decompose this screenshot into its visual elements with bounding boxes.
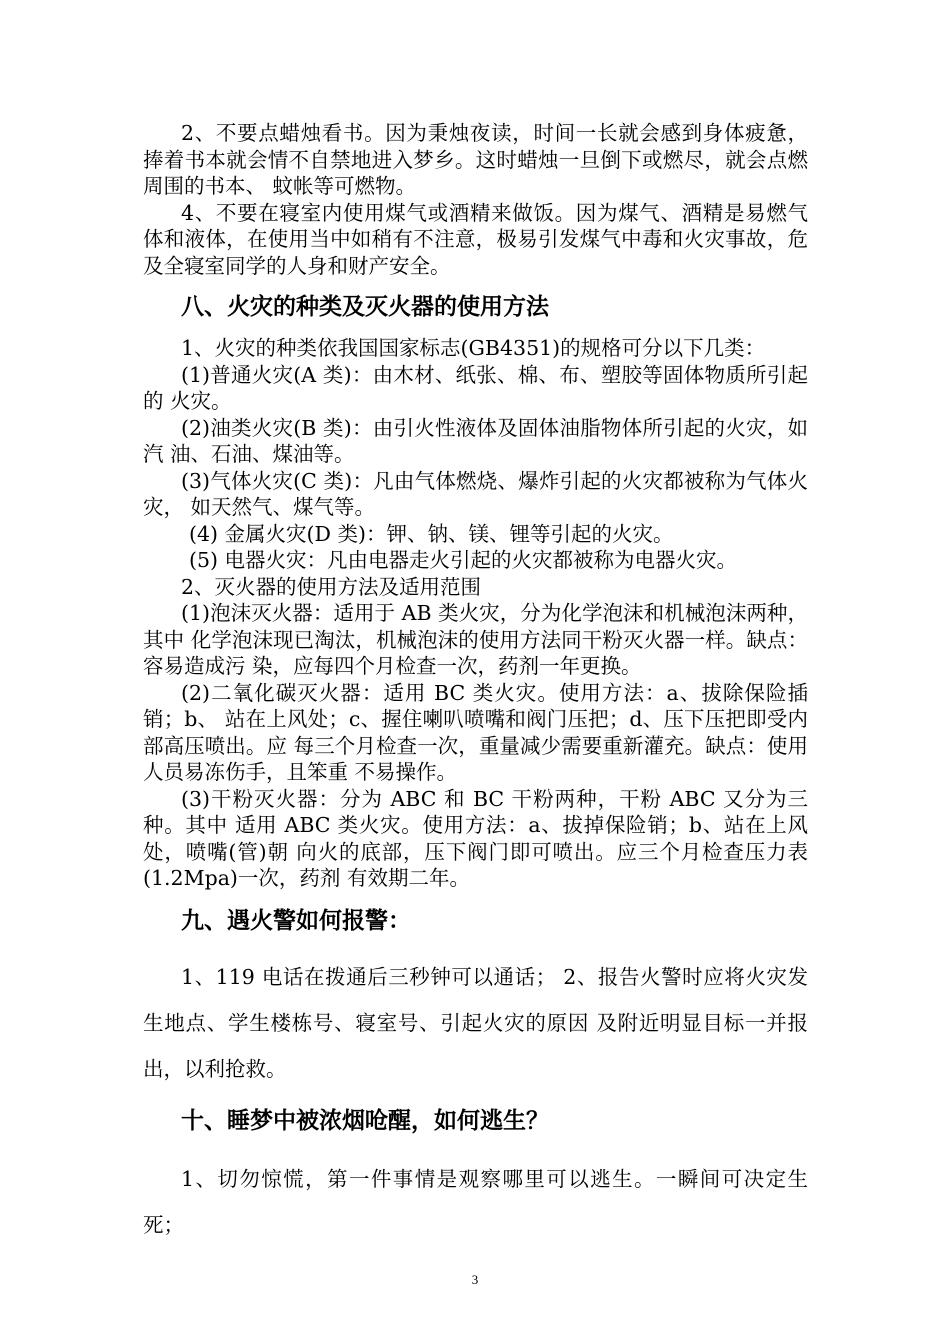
paragraph-co2-extinguisher: (2)二氧化碳灭火器：适用 BC 类火灾。使用方法：a、拔除保险插销；b、 站在上风处；c、握住喇叭喷嘴和阀门压把；d、压下压把即受内部高压喷出。应 每三个月检查一次，重量减少需要重新灌充。缺点：使用人员易冻伤手，且笨重 不易操作。 bbox=[143, 680, 808, 784]
paragraph-fire-alarm: 1、119 电话在拨通后三秒钟可以通话； 2、报告火警时应将火灾发生地点、学生楼栋号、寝室号、引起火灾的原因 及附近明显目标一并报出，以利抢救。 bbox=[143, 964, 808, 1081]
page-content bbox=[143, 120, 808, 1248]
paragraph-candle-warning: 2、不要点蜡烛看书。因为秉烛夜读，时间一长就会感到身体疲惫，捧着书本就会情不自禁地进入梦乡。这时蜡烛一旦倒下或燃尽，就会点燃周围的书本、 蚊帐等可燃物。 bbox=[143, 121, 808, 198]
paragraph-fire-class-c: (3)气体火灾(C 类)：凡由气体燃烧、爆炸引起的火灾都被称为气体火灾， 如天然气、煤气等。 bbox=[143, 468, 808, 519]
paragraph-smoke-escape: 1、切勿惊慌，第一件事情是观察哪里可以逃生。一瞬间可决定生死； bbox=[143, 1166, 808, 1237]
paragraph-fire-class-d: (4) 金属火灾(D 类)：钾、钠、镁、锂等引起的火灾。 bbox=[189, 521, 674, 546]
section-heading-smoke-escape: 十、睡梦中被浓烟呛醒，如何逃生？ bbox=[181, 1107, 549, 1134]
paragraph-fire-class-a: (1)普通火灾(A 类)：由木材、纸张、棉、布、塑胶等固体物质所引起的 火灾。 bbox=[143, 362, 808, 413]
paragraph-gas-warning: 4、不要在寝室内使用煤气或酒精来做饭。因为煤气、酒精是易燃气体和液体，在使用当中如稍有不注意，极易引发煤气中毒和火灾事故，危及全寝室同学的人身和财产安全。 bbox=[143, 200, 808, 278]
paragraph-fire-class-electrical: (5) 电器火灾：凡由电器走火引起的火灾都被称为电器火灾。 bbox=[189, 548, 738, 572]
paragraph-powder-extinguisher: (3)干粉灭火器：分为 ABC 和 BC 干粉两种，干粉 ABC 又分为三种。其中 适用 ABC 类火灾。使用方法：a、拔掉保险销；b、站在上风处，喷嘴(管)朝 向火的底部，压下阀门即可喷出。应三个月检查压力表(1.2Mpa)一次，药剂 有效期二年。 bbox=[143, 786, 808, 890]
paragraph-foam-extinguisher: (1)泡沫灭火器：适用于 AB 类火灾，分为化学泡沫和机械泡沫两种，其中 化学泡沫现已淘汰，机械泡沫的使用方法同干粉灭火器一样。缺点：容易造成污 染，应每四个月检查一次，药剂一年更换。 bbox=[143, 601, 808, 678]
section-heading-fire-alarm: 九、遇火警如何报警： bbox=[181, 907, 411, 934]
paragraph-fire-class-b: (2)油类火灾(B 类)：由引火性液体及固体油脂物体所引起的火灾，如汽 油、石油、煤油等。 bbox=[143, 415, 808, 466]
paragraph-fire-classification: 1、火灾的种类依我国国家标志(GB4351)的规格可分以下几类： bbox=[181, 336, 766, 360]
section-heading-fire-types: 八、火灾的种类及灭火器的使用方法 bbox=[181, 294, 549, 320]
paragraph-extinguisher-usage-title: 2、灭火器的使用方法及适用范围 bbox=[181, 574, 482, 599]
page-number: 3 bbox=[471, 1272, 479, 1287]
